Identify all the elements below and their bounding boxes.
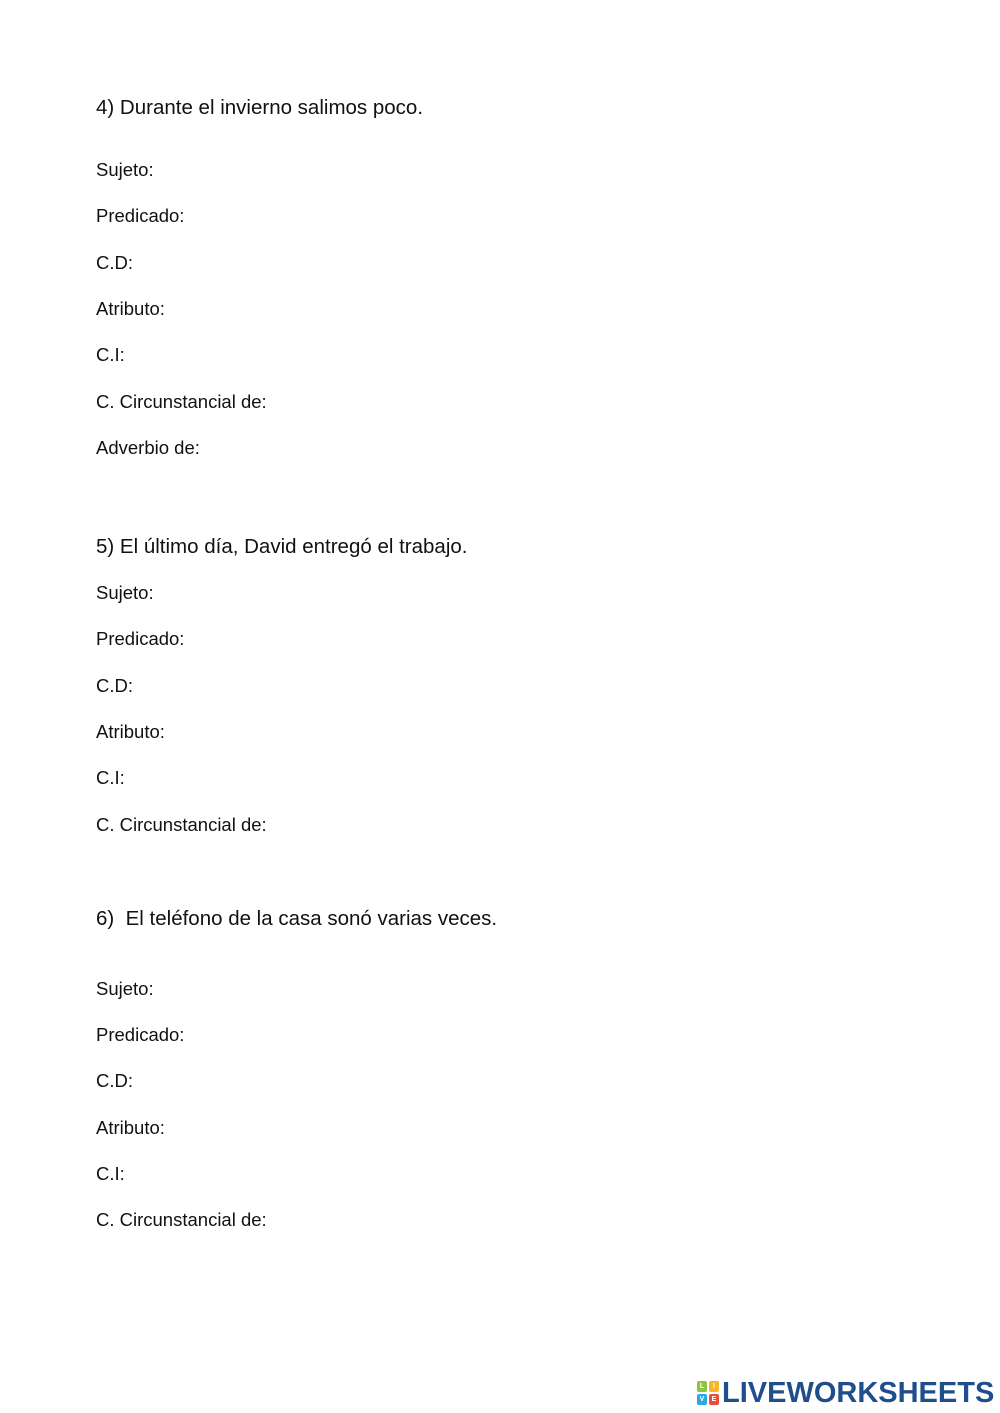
q6-field-sujeto: Sujeto:: [96, 978, 154, 999]
liveworksheets-logo-icon: [697, 1381, 719, 1405]
q5-field-sujeto: Sujeto:: [96, 582, 154, 603]
q4-field-sujeto: Sujeto:: [96, 159, 154, 180]
q4-field-ci: C.I:: [96, 344, 125, 365]
q6-field-predicado: Predicado:: [96, 1024, 185, 1045]
logo-icon-square-l: L: [697, 1381, 707, 1392]
q5-field-atributo: Atributo:: [96, 721, 165, 742]
question-6-title: 6) El teléfono de la casa sonó varias veces.: [96, 907, 498, 930]
q5-field-predicado: Predicado:: [96, 628, 185, 649]
question-5-title: 5) El último día, David entregó el trabajo.: [96, 535, 468, 558]
logo-icon-square-v: V: [697, 1394, 707, 1405]
q4-field-circunstancial: C. Circunstancial de:: [96, 391, 267, 412]
q5-field-ci: C.I:: [96, 767, 125, 788]
q4-field-cd: C.D:: [96, 252, 133, 273]
q5-field-circunstancial: C. Circunstancial de:: [96, 814, 267, 835]
q6-field-ci: C.I:: [96, 1163, 125, 1184]
q6-field-atributo: Atributo:: [96, 1117, 165, 1138]
liveworksheets-brand-text: LIVEWORKSHEETS: [722, 1377, 995, 1409]
q6-field-cd: C.D:: [96, 1070, 133, 1091]
question-4-title: 4) Durante el invierno salimos poco.: [96, 96, 424, 119]
q4-field-atributo: Atributo:: [96, 298, 165, 319]
q5-field-cd: C.D:: [96, 675, 133, 696]
q4-field-predicado: Predicado:: [96, 205, 185, 226]
q4-field-adverbio: Adverbio de:: [96, 437, 200, 458]
logo-icon-square-e: E: [709, 1394, 719, 1405]
liveworksheets-logo: [697, 1377, 994, 1409]
q6-field-circunstancial: C. Circunstancial de:: [96, 1209, 267, 1230]
logo-icon-square-i: I: [709, 1381, 719, 1392]
